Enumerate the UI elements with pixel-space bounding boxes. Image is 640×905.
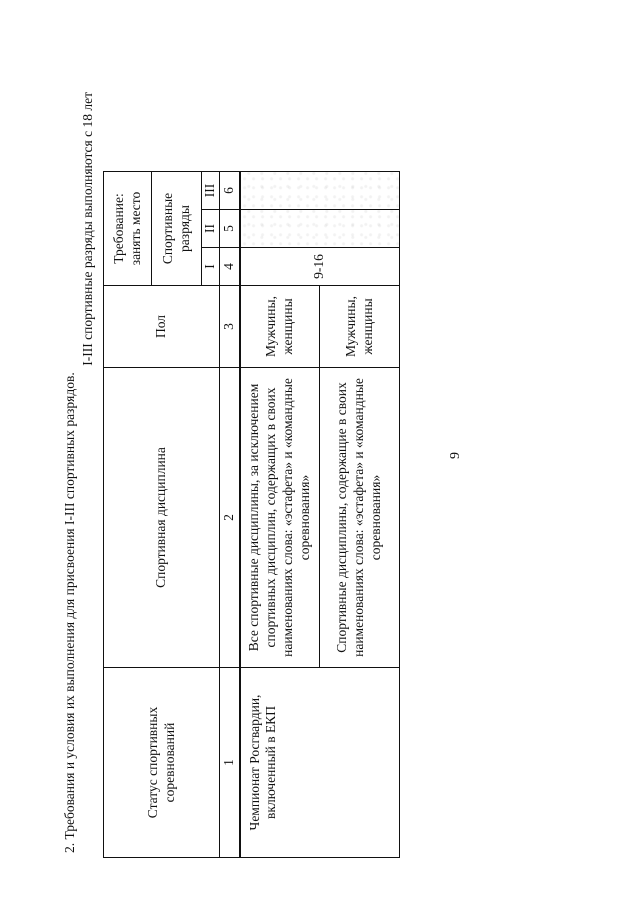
discipline-cell: Все спортивные дисциплины, за исключением спортивных дисциплин, содержащих в своих наименованиях слова: «эстафета» и «командные соревнования» <box>240 368 320 668</box>
header-rank-1: I <box>202 248 220 286</box>
gender-cell: Мужчины, женщины <box>320 286 400 368</box>
column-number-6: 6 <box>220 172 240 210</box>
header-status: Статус спортивных соревнований <box>104 668 220 858</box>
header-requirement: Требование: занять место <box>104 172 152 286</box>
page-number: 9 <box>448 452 463 459</box>
competition-status: Чемпионат Росгвардии, включенный в ЕКП <box>240 668 400 858</box>
column-number-5: 5 <box>220 210 240 248</box>
table-row <box>240 172 320 858</box>
header-discipline: Спортивная дисциплина <box>104 368 220 668</box>
rank-1-cell: 9-16 <box>240 248 400 286</box>
header-gender: Пол <box>104 286 220 368</box>
requirements-table <box>103 171 400 858</box>
rank-3-cell <box>240 172 400 210</box>
discipline-cell: Спортивные дисциплины, содержащие в своих наименованиях слова: «эстафета» и «командные соревнования» <box>320 368 400 668</box>
column-number-2: 2 <box>220 368 240 668</box>
gender-cell: Мужчины, женщины <box>240 286 320 368</box>
column-number-4: 4 <box>220 248 240 286</box>
header-rank-2: II <box>202 210 220 248</box>
section-heading: 2. Требования и условия их выполнения для присвоения I-III спортивных разрядов. <box>62 372 77 853</box>
rank-2-cell <box>240 210 400 248</box>
age-requirement-note: I-III спортивные разряды выполняются с 18 лет <box>80 92 95 366</box>
column-number-1: 1 <box>220 668 240 858</box>
header-ranks: Спортивные разряды <box>152 172 202 286</box>
header-rank-3: III <box>202 172 220 210</box>
column-number-3: 3 <box>220 286 240 368</box>
